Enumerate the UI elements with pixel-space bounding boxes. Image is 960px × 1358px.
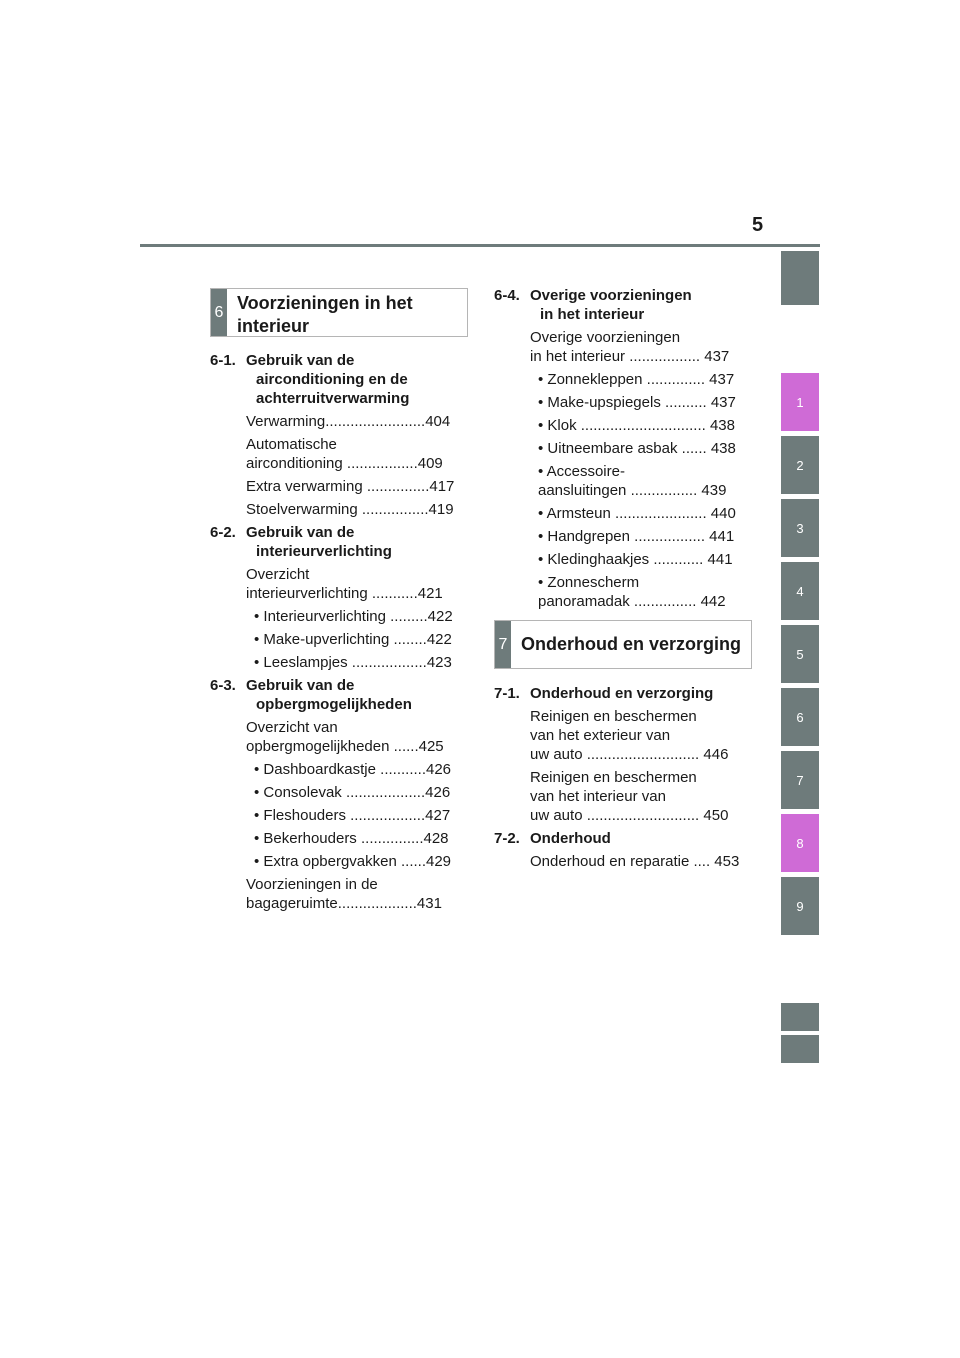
toc-entry[interactable]: Automatische airconditioning .................409: [246, 436, 443, 472]
toc-entry[interactable]: Reinigen en beschermen van het interieur van uw auto ........................... 450: [530, 769, 729, 824]
chapter-tab-blank-top[interactable]: [781, 251, 819, 305]
toc-entry[interactable]: • Leeslampjes ..................423: [254, 654, 452, 671]
toc-entry[interactable]: • Klok .............................. 438: [538, 417, 735, 434]
toc-group-6-1: [210, 351, 466, 519]
toc-group-6-4: [494, 286, 750, 611]
toc-entry[interactable]: Onderhoud en reparatie .... 453: [530, 853, 740, 870]
toc-group-6-3: [210, 676, 466, 913]
toc-entry[interactable]: • Extra opbergvakken ......429: [254, 853, 452, 870]
toc-entry[interactable]: • Zonnescherm panoramadak ............... 442: [538, 574, 726, 610]
group-title: Gebruik van de interieurverlichting: [246, 524, 392, 560]
section-6-header: [210, 288, 468, 337]
toc-group-7-1: [494, 684, 750, 825]
group-number: 6-1.: [210, 352, 236, 369]
chapter-tab-3[interactable]: 3: [781, 499, 819, 557]
toc-entry[interactable]: • Interieurverlichting .........422: [254, 608, 453, 625]
section-7-header: [494, 620, 752, 669]
chapter-tab-blank-index[interactable]: [781, 1003, 819, 1031]
group-number: 7-1.: [494, 685, 520, 702]
toc-entry[interactable]: Reinigen en beschermen van het exterieur van uw auto ........................... 446: [530, 708, 729, 763]
group-title: Overige voorzieningen in het interieur: [530, 287, 692, 323]
section-title-line: Voorzieningen in het: [237, 293, 413, 313]
section-7-title: Onderhoud en verzorging: [521, 634, 742, 654]
toc-entry[interactable]: Stoelverwarming ................419: [246, 501, 454, 518]
toc-entry[interactable]: Overzicht van opbergmogelijkheden ......425: [246, 719, 444, 755]
chapter-tab-8[interactable]: 8: [781, 814, 819, 872]
toc-entry[interactable]: • Make-upspiegels .......... 437: [538, 394, 736, 411]
group-number: 6-4.: [494, 287, 520, 304]
toc-group-7-2: [494, 829, 750, 871]
chapter-tab-4[interactable]: 4: [781, 562, 819, 620]
page-number: 5: [752, 214, 764, 236]
section-7-number: 7: [495, 621, 511, 668]
group-title: Gebruik van de airconditioning en de achterruitverwarming: [246, 352, 410, 407]
toc-group-6-2: [210, 523, 466, 672]
chapter-tab-5[interactable]: 5: [781, 625, 819, 683]
chapter-tab-6[interactable]: 6: [781, 688, 819, 746]
toc-entry[interactable]: • Bekerhouders ...............428: [254, 830, 449, 847]
toc-entry[interactable]: Extra verwarming ...............417: [246, 478, 455, 495]
toc-entry[interactable]: • Armsteun ...................... 440: [538, 505, 736, 522]
section-6-number: 6: [211, 289, 227, 336]
section-title-line: interieur: [237, 316, 310, 336]
toc-column-right-section-7: [494, 684, 750, 875]
toc-entry[interactable]: Verwarming........................404: [246, 413, 451, 430]
chapter-tab-9[interactable]: 9: [781, 877, 819, 935]
chapter-tab-7[interactable]: 7: [781, 751, 819, 809]
toc-column-right: [494, 286, 750, 615]
group-number: 6-2.: [210, 524, 236, 541]
toc-column-left: [210, 351, 466, 917]
toc-entry[interactable]: • Consolevak ...................426: [254, 784, 451, 801]
toc-entry[interactable]: Voorzieningen in de bagageruimte...................431: [246, 876, 442, 912]
toc-entry[interactable]: Overzicht interieurverlichting ...........421: [246, 566, 443, 602]
group-title: Gebruik van de opbergmogelijkheden: [246, 677, 412, 713]
chapter-tab-1[interactable]: 1: [781, 373, 819, 431]
chapter-tabs: [781, 0, 819, 1358]
toc-entry[interactable]: • Make-upverlichting ........422: [254, 631, 452, 648]
group-number: 7-2.: [494, 830, 520, 847]
toc-entry[interactable]: • Accessoire- aansluitingen ................ 439: [538, 463, 727, 499]
toc-entry[interactable]: • Dashboardkastje ...........426: [254, 761, 452, 778]
header-rule: [140, 244, 820, 247]
toc-entry[interactable]: • Uitneembare asbak ...... 438: [538, 440, 736, 457]
toc-entry[interactable]: • Handgrepen ................. 441: [538, 528, 735, 545]
toc-entry[interactable]: • Zonnekleppen .............. 437: [538, 371, 735, 388]
toc-entry[interactable]: Overige voorzieningen in het interieur ................. 437: [530, 329, 730, 365]
group-title: Onderhoud: [530, 830, 611, 847]
group-title: Onderhoud en verzorging: [530, 685, 714, 702]
toc-entry[interactable]: • Kledinghaakjes ............ 441: [538, 551, 733, 568]
chapter-tab-2[interactable]: 2: [781, 436, 819, 494]
toc-entry[interactable]: • Fleshouders ..................427: [254, 807, 451, 824]
chapter-tab-blank-end[interactable]: [781, 1035, 819, 1063]
group-number: 6-3.: [210, 677, 236, 694]
section-6-title: [227, 289, 413, 336]
